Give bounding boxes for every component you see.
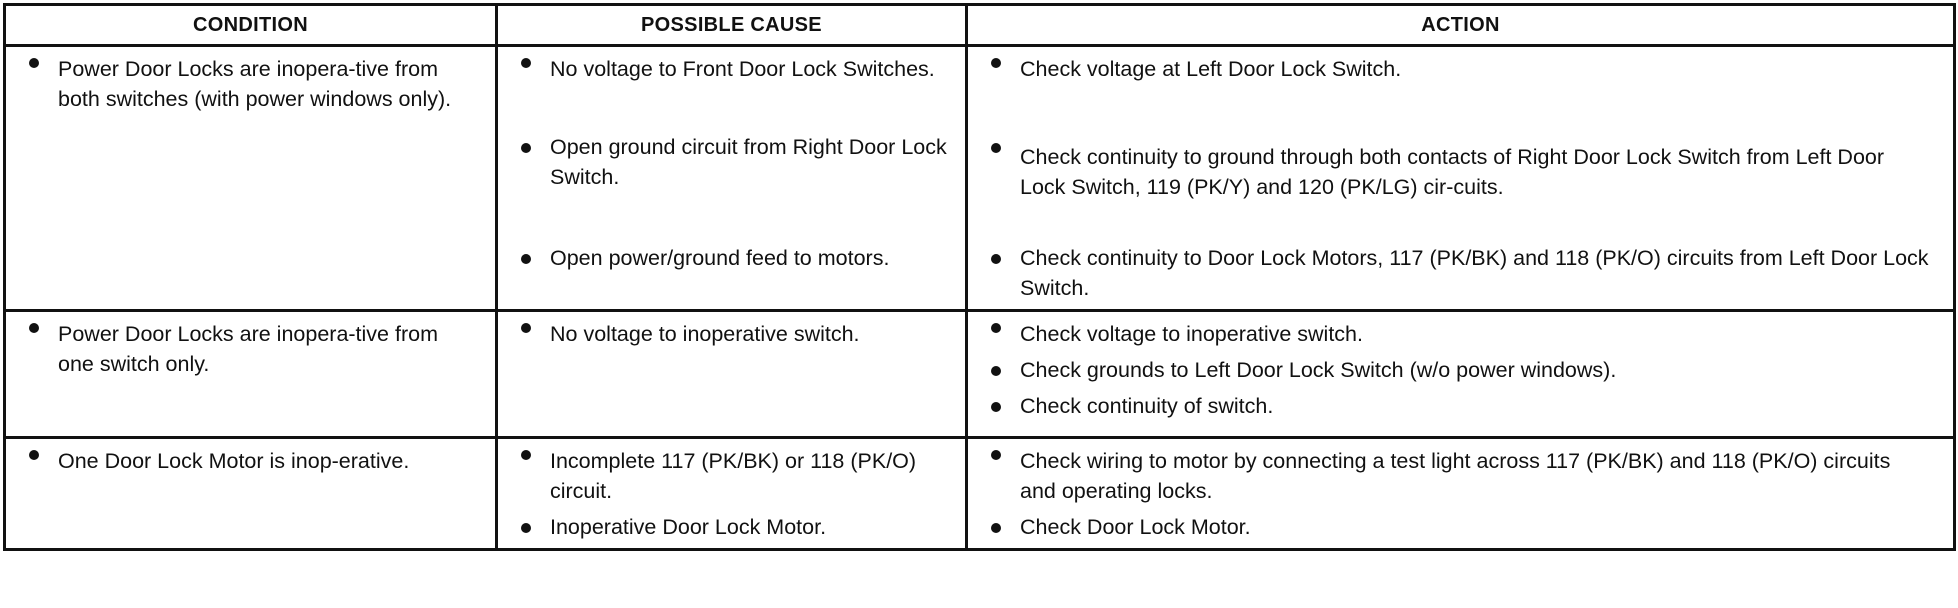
cause-text: Open ground circuit from Right Door Lock Switch. bbox=[498, 132, 965, 192]
action-header: ACTION bbox=[967, 5, 1955, 46]
diagnosis-chart bbox=[3, 3, 1953, 551]
action-text: Check grounds to Left Door Lock Switch (w/o power windows). bbox=[968, 355, 1953, 391]
action-cell bbox=[967, 438, 1955, 513]
condition-cell bbox=[5, 438, 497, 550]
cause-cell bbox=[497, 243, 967, 311]
header-row bbox=[5, 5, 1955, 46]
cause-text: No voltage to Front Door Lock Switches. bbox=[498, 47, 965, 84]
action-cell bbox=[967, 512, 1955, 550]
condition-text: Power Door Locks are inopera-tive from both switches (with power windows only). bbox=[6, 47, 495, 114]
action-text: Check continuity to ground through both contacts of Right Door Lock Switch from Left Door Lock Switch, 119 (PK/Y) and 120 (PK/LG) cir-cuits. bbox=[968, 132, 1953, 202]
cause-header: POSSIBLE CAUSE bbox=[497, 5, 967, 46]
action-text: Check continuity to Door Lock Motors, 117 (PK/BK) and 118 (PK/O) circuits from Left Door Lock Switch. bbox=[968, 243, 1953, 308]
table-row bbox=[5, 311, 1955, 438]
cause-cell bbox=[497, 512, 967, 550]
cause-text: No voltage to inoperative switch. bbox=[498, 312, 965, 349]
condition-cell bbox=[5, 46, 497, 311]
condition-cell bbox=[5, 311, 497, 438]
action-cell bbox=[967, 46, 1955, 133]
action-cell bbox=[967, 243, 1955, 311]
table-row bbox=[5, 46, 1955, 133]
table-row bbox=[5, 438, 1955, 513]
action-text: Check Door Lock Motor. bbox=[968, 512, 1953, 542]
action-cell bbox=[967, 132, 1955, 243]
condition-header: CONDITION bbox=[5, 5, 497, 46]
diagnosis-table bbox=[3, 3, 1956, 551]
cause-cell bbox=[497, 311, 967, 438]
action-text: Check voltage to inoperative switch. bbox=[968, 312, 1953, 355]
cause-cell bbox=[497, 46, 967, 133]
action-text: Check wiring to motor by connecting a test light across 117 (PK/BK) and 118 (PK/O) circuits and operating locks. bbox=[968, 439, 1953, 506]
cause-text: Open power/ground feed to motors. bbox=[498, 243, 965, 278]
action-cell bbox=[967, 311, 1955, 438]
condition-text: Power Door Locks are inopera-tive from one switch only. bbox=[6, 312, 495, 379]
cause-cell bbox=[497, 438, 967, 513]
cause-text: Incomplete 117 (PK/BK) or 118 (PK/O) circuit. bbox=[498, 439, 965, 506]
cause-cell bbox=[497, 132, 967, 243]
cause-text: Inoperative Door Lock Motor. bbox=[498, 512, 965, 542]
action-text: Check voltage at Left Door Lock Switch. bbox=[968, 47, 1953, 84]
condition-text: One Door Lock Motor is inop-erative. bbox=[6, 439, 495, 476]
action-text: Check continuity of switch. bbox=[968, 391, 1953, 421]
